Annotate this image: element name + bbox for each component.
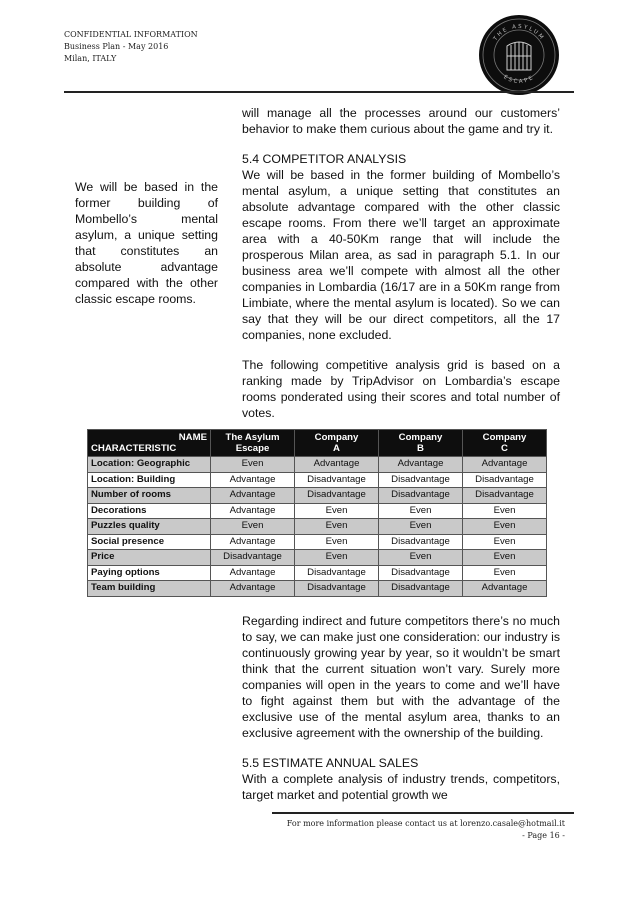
section-54-paragraph-2: The following competitive analysis grid is based on a ranking made by TripAdvisor on Lombardia’s escape rooms ponderated using their scores and total number of votes. xyxy=(242,358,560,420)
section-55-paragraph-1: With a complete analysis of industry trends, competitors, target market and potential growth we xyxy=(242,772,560,802)
header-rule xyxy=(64,91,574,93)
table-row: Puzzles quality Even Even Even Even xyxy=(88,519,547,535)
indirect-competitors-paragraph: Regarding indirect and future competitors there’s no much to say, we can make just one consideration: our industry is continuously growing year by year, so it wouldn’t be smart think that the current situation won’t vary. Surely more companies will open in the years to come and we’ll have to fight against them but with the advantage of the exclusive use of the mental asylum area, thanks to an exclusive agreement with the ownership of the building. xyxy=(242,614,560,740)
document-footer xyxy=(287,818,565,842)
section-54-heading: 5.4 COMPETITOR ANALYSIS xyxy=(242,152,407,166)
header-plan-date: Business Plan - May 2016 xyxy=(64,42,169,51)
logo-bottom-text: ESCAPE xyxy=(502,74,536,86)
intro-paragraph: will manage all the processes around our customers’ behavior to make them curious about the game and try it. xyxy=(242,106,560,136)
section-55-heading: 5.5 ESTIMATE ANNUAL SALES xyxy=(242,756,419,770)
table-row: Team building Advantage Disadvantage Disadvantage Advantage xyxy=(88,581,547,597)
document-header xyxy=(64,29,198,65)
header-company-a: Company A xyxy=(295,430,379,457)
asylum-escape-logo xyxy=(478,14,560,96)
header-the-asylum: The Asylum Escape xyxy=(211,430,295,457)
table-row: Decorations Advantage Even Even Even xyxy=(88,503,547,519)
table-row: Number of rooms Advantage Disadvantage Disadvantage Disadvantage xyxy=(88,488,547,504)
table-header-row xyxy=(88,430,547,457)
sidebar-callout: We will be based in the former building of Mombello’s mental asylum, a unique setting that constitutes an absolute advantage compared with the other classic escape rooms. xyxy=(75,180,218,306)
page-number: - Page 16 - xyxy=(522,831,565,840)
logo-top-text: THE ASYLUM xyxy=(492,23,546,43)
section-54-paragraph-1: We will be based in the former building of Mombello’s mental asylum, a unique setting that constitutes an absolute advantage compared with the other classic escape rooms. From there we’ll target an approximate area with a 40-50Km range that will include the prosperous Milan area, as sad in paragraph 5.1. In our business area we’ll compete with almost all the other companies in Lombardia (16/17 are in a 50Km range from Limbiate, where the mental asylum is located). So we can say that they will be our direct competitors, all the 17 companies, none excluded. xyxy=(242,168,560,342)
table-row: Location: Geographic Even Advantage Advantage Advantage xyxy=(88,457,547,473)
table-row: Paying options Advantage Disadvantage Disadvantage Even xyxy=(88,565,547,581)
header-location: Milan, ITALY xyxy=(64,54,117,63)
header-characteristic: NAME CHARACTERISTIC xyxy=(88,430,211,457)
main-column-bottom xyxy=(242,613,560,803)
table-row: Location: Building Advantage Disadvantage Disadvantage Disadvantage xyxy=(88,472,547,488)
footer-rule xyxy=(272,812,574,814)
table-row: Price Disadvantage Even Even Even xyxy=(88,550,547,566)
footer-contact: For more information please contact us at lorenzo.casale@hotmail.it xyxy=(286,819,565,828)
header-confidential: CONFIDENTIAL INFORMATION xyxy=(64,30,198,39)
header-company-c: Company C xyxy=(463,430,547,457)
competitor-analysis-table xyxy=(87,429,547,597)
header-company-b: Company B xyxy=(379,430,463,457)
main-column-top xyxy=(242,105,560,421)
table-row: Social presence Advantage Even Disadvantage Even xyxy=(88,534,547,550)
